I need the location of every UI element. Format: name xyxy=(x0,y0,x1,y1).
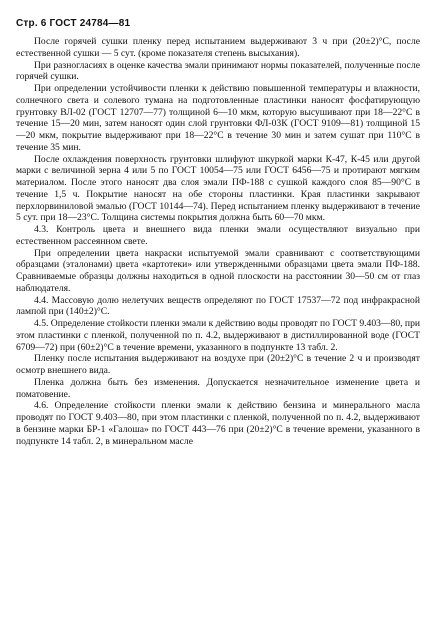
paragraph: После горячей сушки пленку перед испытанием выдерживают 3 ч при (20±2)°С, после естественной сушки — 5 сут. (кроме показателя степень высыхания). xyxy=(16,36,420,59)
paragraph: Пленку после испытания выдерживают на воздухе при (20±2)°С в течение 2 ч и производят осмотр внешнего вида. xyxy=(16,353,420,376)
paragraph: При определении устойчивости пленки к действию повышенной температуры и влажности, солнечного света и солевого тумана на подготовленные пластинки наносят фосфатирующую грунтовку ВЛ-02 (ГОСТ 12707—77) толщиной 6—10 мкм, которую высушивают при 18—22°С в течение 15—20 мин, затем наносят один слой грунтовки ФЛ-03К (ГОСТ 9109—81) толщиной 15—20 мкм, покрытие выдерживают при 18—22°С в течение 30 мин и затем сушат при 110°С в течение 35 мин. xyxy=(16,83,420,153)
paragraph: При определении цвета накраски испытуемой эмали сравнивают с соответствующими образцами (эталонами) цвета «картотеки» или утвержденными образцами цвета эмали ПФ-188. Сравниваемые образцы должны находиться в одной плоскости на расстоянии 30—50 см от глаз наблюдателя. xyxy=(16,247,420,294)
document-body xyxy=(16,36,420,447)
paragraph: Пленка должна быть без изменения. Допускается незначительное изменение цвета и поматовение. xyxy=(16,376,420,400)
paragraph: При разногласиях в оценке качества эмали принимают нормы показателей, полученные после горячей сушки. xyxy=(16,59,420,83)
page-header: Стр. 6 ГОСТ 24784—81 xyxy=(16,18,131,29)
paragraph: 4.5. Определение стойкости пленки эмали к действию воды проводят по ГОСТ 9.403—80, при этом пластинки с пленкой, полученной по п. 4.2, выдерживают в дистиллированной воде (ГОСТ 6709—72) при (60±2)°С в течение времени, указанного в подпункте 13 табл. 2. xyxy=(16,318,420,353)
paragraph: После охлаждения поверхность грунтовки шлифуют шкуркой марки К-47, К-45 или другой марки с величиной зерна 4 или 5 по ГОСТ 10054—75 или ГОСТ 6456—75 и протирают мягким материалом. После этого наносят два слоя эмали ПФ-188 с сушкой каждого слоя 85—90°С в течение 1,5 ч. Покрытие наносят на обе стороны пластинки. Края пластинки закрывают перхлорвиниловой эмалью (ГОСТ 10144—74). Перед испытанием пленку выдерживают в течение 5 сут. при 18—23°С. Толщина системы покрытия должна быть 60—70 мкм. xyxy=(16,153,420,224)
paragraph: 4.4. Массовую долю нелетучих веществ определяют по ГОСТ 17537—72 под инфракрасной лампой при (140±2)°С. xyxy=(16,294,420,318)
paragraph: 4.6. Определение стойкости пленки эмали к действию бензина и минерального масла проводят по ГОСТ 9.403—80, при этом пластинки с пленкой, полученной по п. 4.2, выдерживают в бензине марки БР-1 «Галоша» по ГОСТ 443—76 при (20±2)°С в течение времени, указанного в подпункте 14 табл. 2, в минеральном масле xyxy=(16,400,420,447)
paragraph: 4.3. Контроль цвета и внешнего вида пленки эмали осуществляют визуально при естественном рассеянном свете. xyxy=(16,224,420,247)
